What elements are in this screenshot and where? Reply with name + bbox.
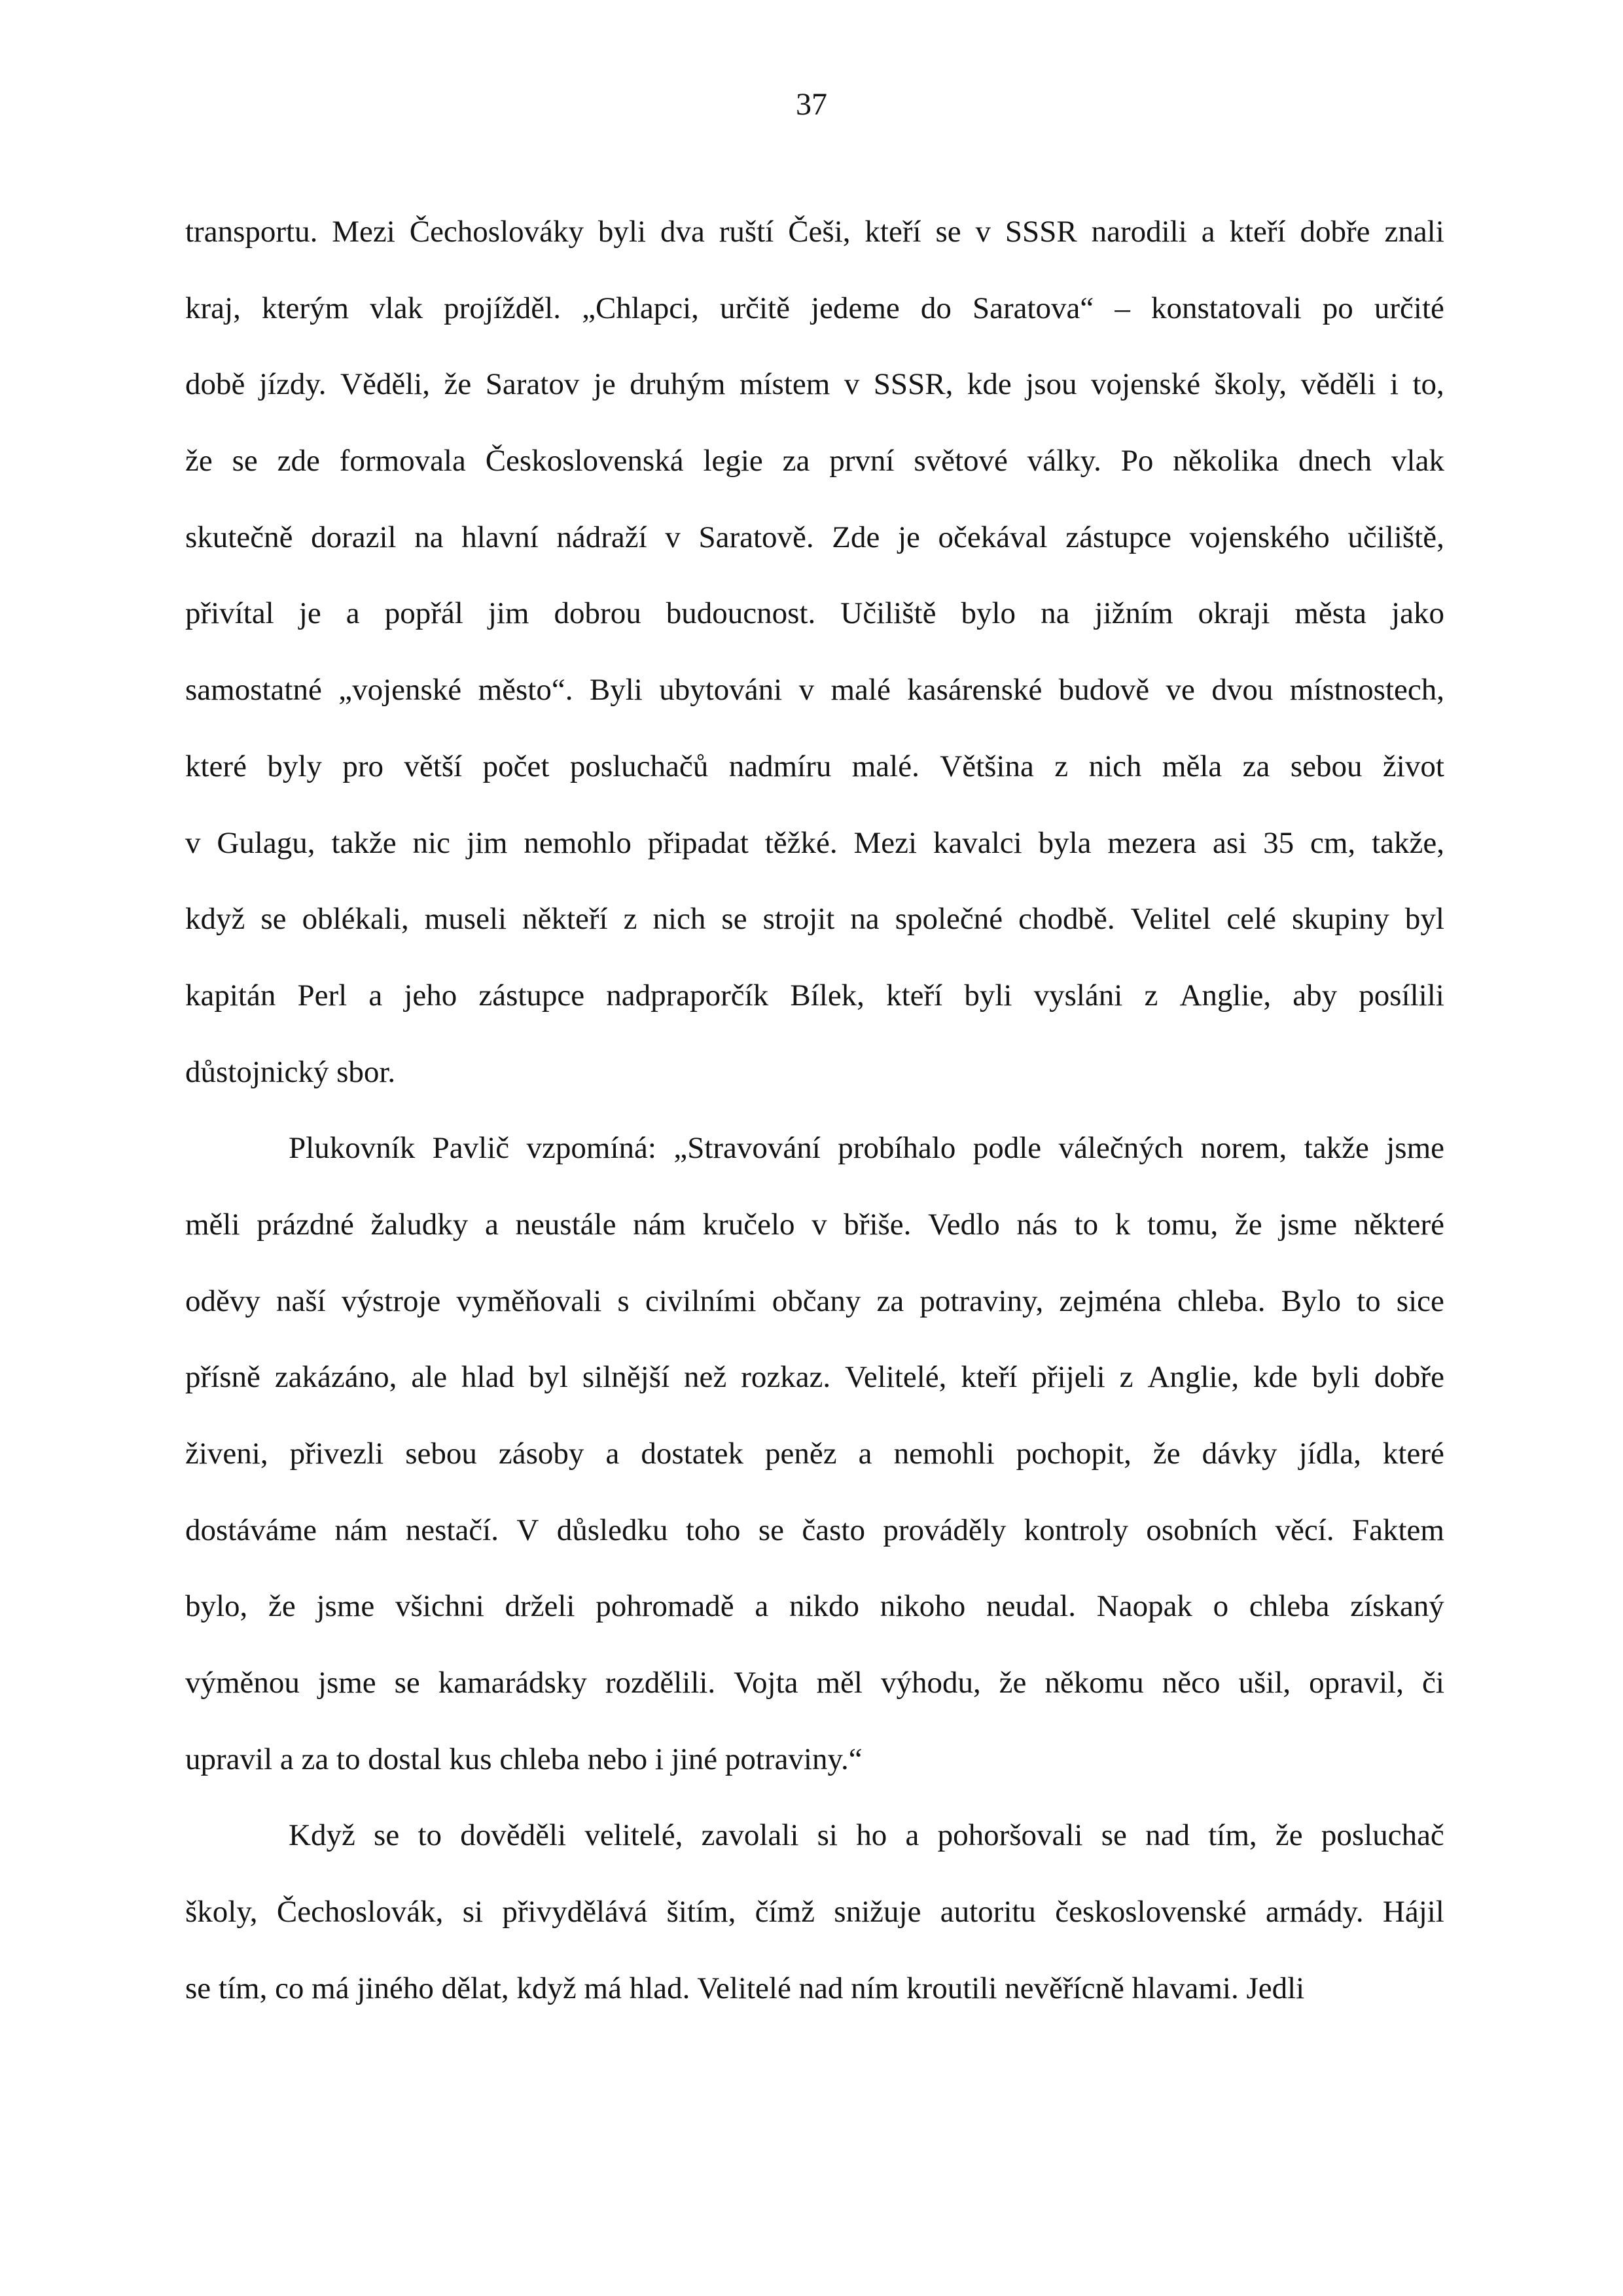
- text-line: když se oblékali, museli někteří z nich se strojit na společné chodbě. Velitel celé skupiny byl: [185, 902, 1444, 937]
- text-line: přivítal je a popřál jim dobrou budoucnost. Učiliště bylo na jižním okraji města jako: [185, 596, 1444, 631]
- text-line: že se zde formovala Československá legie za první světové války. Po několika dnech vlak: [185, 444, 1444, 478]
- text-line: důstojnický sbor.: [185, 1054, 396, 1089]
- text-line: transportu. Mezi Čechoslováky byli dva ruští Češi, kteří se v SSSR narodili a kteří dobře znali: [185, 215, 1444, 249]
- text-line: Když se to dověděli velitelé, zavolali si ho a pohoršovali se nad tím, že posluchač: [289, 1818, 1444, 1853]
- text-line: oděvy naší výstroje vyměňovali s civilními občany za potraviny, zejména chleba. Bylo to sice: [185, 1283, 1444, 1318]
- document-text: [185, 194, 1444, 2027]
- text-line: Plukovník Pavlič vzpomíná: „Stravování probíhalo podle válečných norem, takže jsme: [289, 1131, 1444, 1166]
- page-number: 37: [796, 87, 827, 122]
- text-line: kraj, kterým vlak projížděl. „Chlapci, určitě jedeme do Saratova“ – konstatovali po určité: [185, 291, 1444, 325]
- text-line: upravil a za to dostal kus chleba nebo i jiné potraviny.“: [185, 1742, 863, 1776]
- text-line: se tím, co má jiného dělat, když má hlad. Velitelé nad ním kroutili nevěřícně hlavami. Jedli: [185, 1971, 1305, 2005]
- text-line: výměnou jsme se kamarádsky rozdělili. Vojta měl výhodu, že někomu něco ušil, opravil, či: [185, 1666, 1444, 1700]
- text-line: skutečně dorazil na hlavní nádraží v Saratově. Zde je očekával zástupce vojenského učiliště,: [185, 520, 1444, 554]
- text-line: době jízdy. Věděli, že Saratov je druhým místem v SSSR, kde jsou vojenské školy, věděli i to,: [185, 367, 1444, 402]
- text-line: dostáváme nám nestačí. V důsledku toho se často prováděly kontroly osobních věcí. Faktem: [185, 1513, 1444, 1547]
- text-line: kapitán Perl a jeho zástupce nadpraporčík Bílek, kteří byli vysláni z Anglie, aby posílili: [185, 978, 1444, 1013]
- text-line: živeni, přivezli sebou zásoby a dostatek peněz a nemohli pochopit, že dávky jídla, které: [185, 1437, 1444, 1471]
- text-line: které byly pro větší počet posluchačů nadmíru malé. Většina z nich měla za sebou život: [185, 749, 1444, 783]
- text-line: v Gulagu, takže nic jim nemohlo připadat těžké. Mezi kavalci byla mezera asi 35 cm, takže,: [185, 825, 1444, 860]
- text-line: měli prázdné žaludky a neustále nám kručelo v břiše. Vedlo nás to k tomu, že jsme některé: [185, 1207, 1444, 1242]
- text-line: školy, Čechoslovák, si přivydělává šitím, čímž snižuje autoritu československé armády. Hájil: [185, 1895, 1444, 1929]
- text-line: přísně zakázáno, ale hlad byl silnější než rozkaz. Velitelé, kteří přijeli z Anglie, kde byli dobře: [185, 1360, 1444, 1395]
- text-line: samostatné „vojenské město“. Byli ubytováni v malé kasárenské budově ve dvou místnostech,: [185, 673, 1444, 708]
- text-line: bylo, že jsme všichni drželi pohromadě a nikdo nikoho neudal. Naopak o chleba získaný: [185, 1589, 1444, 1624]
